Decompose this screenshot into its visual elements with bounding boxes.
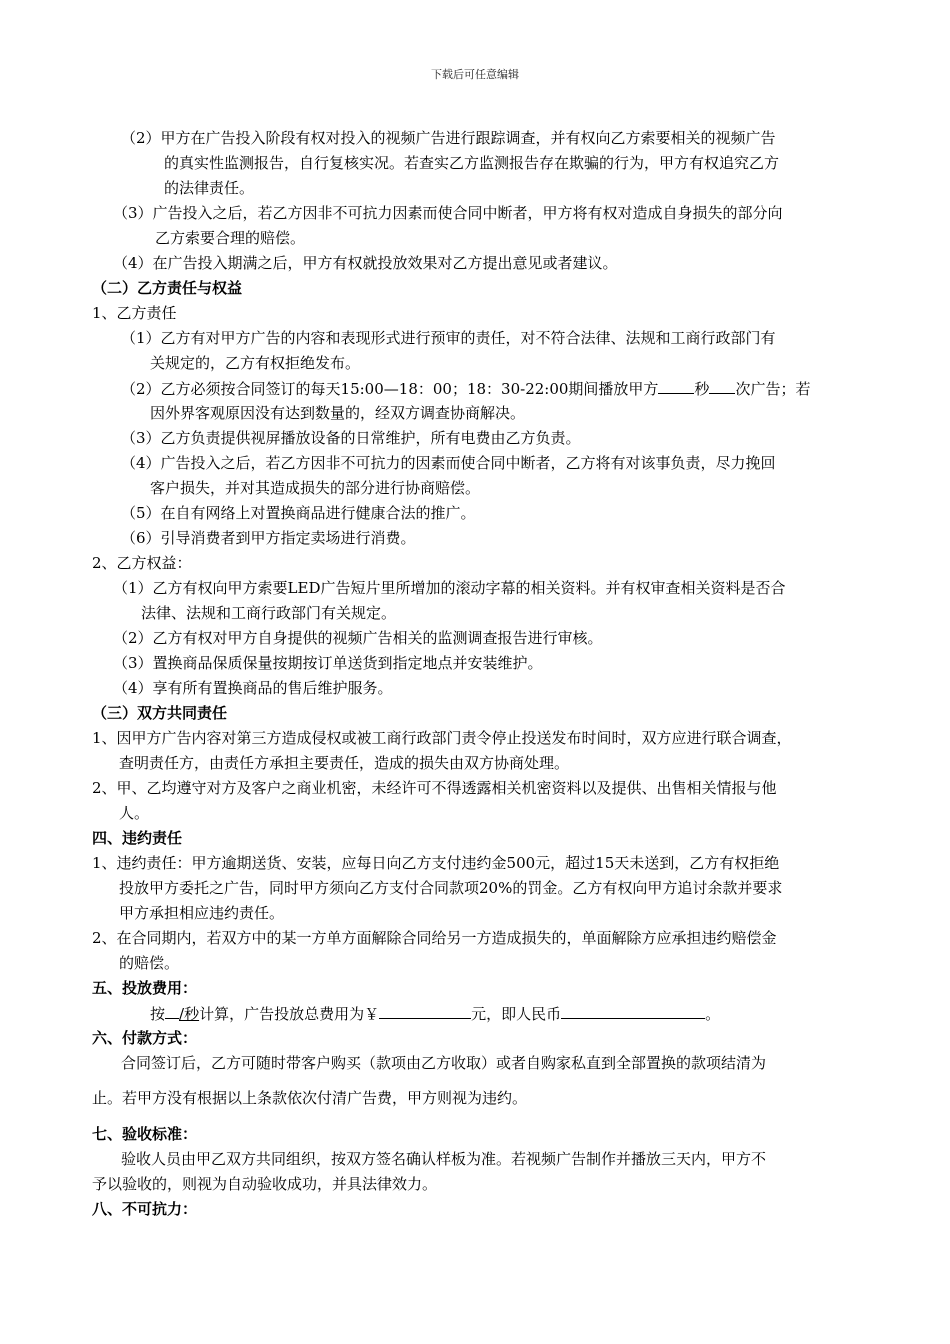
clause-b2-1-line1: （1）乙方有权向甲方索要LED广告短片里所增加的滚动字幕的相关资料。并有权审查相关资料是否合 (113, 579, 786, 597)
clause-b1-1-line1: （1）乙方有对甲方广告的内容和表现形式进行预审的责任，对不符合法律、法规和工商行政部门有 (121, 329, 776, 347)
clause-b1-4-line2: 客户损失，并对其造成损失的部分进行协商赔偿。 (150, 479, 481, 497)
clause-b2-4: （4）享有所有置换商品的售后维护服务。 (113, 679, 393, 697)
fee-prefix: 按 (150, 1005, 166, 1023)
acceptance-line1: 验收人员由甲乙双方共同组织，按双方签名确认样板为准。若视频广告制作并播放三天内，甲方不 (121, 1150, 767, 1168)
clause-c1-line2: 查明责任方，由责任方承担主要责任，造成的损失由双方协商处理。 (119, 754, 570, 772)
clause-a3-line2: 乙方索要合理的赔偿。 (155, 229, 306, 247)
clause-4-2-line1: 2、在合同期内，若双方中的某一方单方面解除合同给另一方造成损失的，单面解除方应承担违约赔偿金 (92, 929, 777, 947)
clause-a3-line1: （3）广告投入之后，若乙方因非不可抗力因素而使合同中断者，甲方将有权对造成自身损失的部分向 (113, 204, 783, 222)
times-blank[interactable] (709, 378, 735, 394)
per-second-unit: /秒 (179, 1005, 200, 1023)
clause-c1-line1: 1、因甲方广告内容对第三方造成侵权或被工商行政部门责令停止投送发布时间时，双方应进行联合调查， (92, 729, 792, 747)
total-amount-blank[interactable] (379, 1003, 471, 1019)
section-heading-c: （三）双方共同责任 (92, 704, 228, 722)
clause-b1-2-line2: 因外界客观原因没有达到数量的，经双方调查协商解决。 (150, 404, 526, 422)
clause-4-1-line3: 甲方承担相应违约责任。 (119, 904, 285, 922)
seconds-unit: 秒 (694, 380, 710, 398)
clause-4-1-line1: 1、违约责任：甲方逾期送货、安装，应每日向乙方支付违约金500元，超过15天未送到，乙方有权拒绝 (92, 854, 780, 872)
page-header: 下载后可任意编辑 (431, 68, 519, 81)
clause-b1-1-line2: 关规定的，乙方有权拒绝发布。 (150, 354, 361, 372)
section-heading-7: 七、验收标准： (92, 1125, 198, 1143)
acceptance-line2: 予以验收的，则视为自动验收成功，并具法律效力。 (92, 1175, 438, 1193)
seconds-blank[interactable] (658, 378, 694, 394)
clause-c2-line2: 人。 (119, 804, 150, 822)
fee-rmb: 元，即人民币 (471, 1005, 562, 1023)
clause-b1-4-line1: （4）广告投入之后，若乙方因非不可抗力的因素而使合同中断者，乙方将有对该事负责，尽力挽回 (121, 454, 776, 472)
clause-b2-3: （3）置换商品保质保量按期按订单送货到指定地点并安装维护。 (113, 654, 543, 672)
section-heading-8: 八、不可抗力： (92, 1200, 198, 1218)
clause-b2-1-line2: 法律、法规和工商行政部门有关规定。 (141, 604, 397, 622)
times-unit: 次广告；若 (735, 380, 811, 398)
rmb-amount-blank[interactable] (561, 1003, 705, 1019)
fee-end: 。 (705, 1005, 721, 1023)
payment-line2: 止。若甲方没有根据以上条款依次付清广告费，甲方则视为违约。 (92, 1089, 528, 1107)
clause-a2-line3: 的法律责任。 (164, 179, 255, 197)
clause-b1-2-text: （2）乙方必须按合同签订的每天15:00—18：00；18：30-22:00期间播放甲方 (121, 380, 659, 398)
clause-b1-5: （5）在自有网络上对置换商品进行健康合法的推广。 (121, 504, 476, 522)
fee-line (150, 1003, 720, 1024)
clause-4-1-line2: 投放甲方委托之广告，同时甲方须向乙方支付合同款项20%的罚金。乙方有权向甲方追讨余款并要求 (119, 879, 783, 897)
subheading-b1: 1、乙方责任 (92, 304, 177, 322)
fee-mid: 计算，广告投放总费用为￥ (199, 1005, 380, 1023)
clause-a2-line2: 的真实性监测报告，自行复核实况。若查实乙方监测报告存在欺骗的行为，甲方有权追究乙方 (164, 154, 780, 172)
rate-blank[interactable] (165, 1003, 179, 1019)
section-heading-5: 五、投放费用： (92, 979, 198, 997)
clause-4-2-line2: 的赔偿。 (119, 954, 180, 972)
payment-line1: 合同签订后，乙方可随时带客户购买（款项由乙方收取）或者自购家私直到全部置换的款项结清为 (121, 1054, 767, 1072)
clause-a4: （4）在广告投入期满之后，甲方有权就投放效果对乙方提出意见或者建议。 (113, 254, 618, 272)
subheading-b2: 2、乙方权益： (92, 554, 192, 572)
clause-c2-line1: 2、甲、乙均遵守对方及客户之商业机密，未经许可不得透露相关机密资料以及提供、出售相关情报与他 (92, 779, 777, 797)
section-heading-b: （二）乙方责任与权益 (92, 279, 243, 297)
clause-a2-line1: （2）甲方在广告投入阶段有权对投入的视频广告进行跟踪调查，并有权向乙方索要相关的视频广告 (121, 129, 776, 147)
section-heading-4: 四、违约责任 (92, 829, 183, 847)
section-heading-6: 六、付款方式： (92, 1029, 198, 1047)
clause-b1-2-line1 (121, 378, 810, 399)
clause-b1-3: （3）乙方负责提供视屏播放设备的日常维护，所有电费由乙方负责。 (121, 429, 581, 447)
clause-b2-2: （2）乙方有权对甲方自身提供的视频广告相关的监测调查报告进行审核。 (113, 629, 603, 647)
clause-b1-6: （6）引导消费者到甲方指定卖场进行消费。 (121, 529, 416, 547)
